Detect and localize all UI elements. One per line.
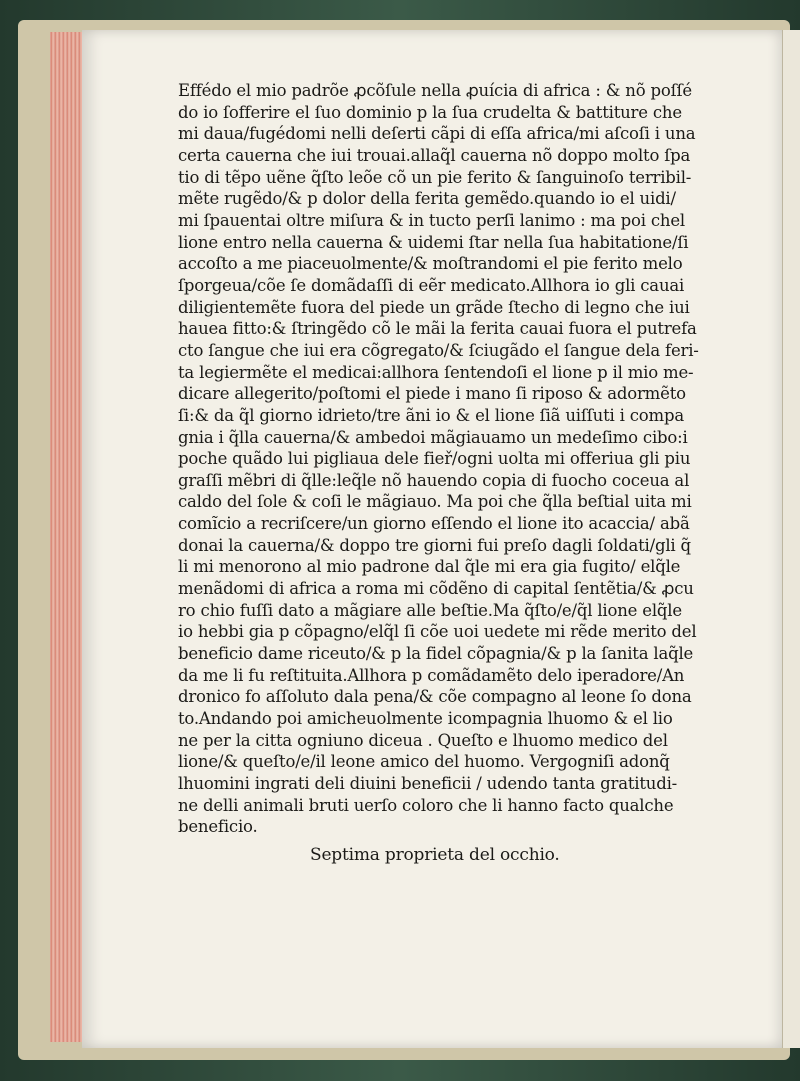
text-line: ne per la citta ogniuno diceua . Queſto e lhuomo medico del	[178, 730, 668, 750]
text-line: li mi menorono al mio padrone dal q̃le mi era gia fugito/ elq̃le	[178, 557, 681, 577]
text-line: ro chio fuſſi dato a mãgiare alle beſtie.Ma q̃ſto/e/q̃l lione elq̃le	[178, 600, 682, 620]
text-line: do io ſofferire el ſuo dominio p la ſua crudelta & battiture che	[178, 102, 682, 122]
text-line: accoſto a me piaceuolmente/& moſtrandomi el pie ferito melo	[178, 254, 683, 274]
text-line: io hebbi gia p cõpagno/elq̃l ſi cõe uoi uedete mi rẽde merito del	[178, 622, 697, 642]
text-line: comĩcio a recriſcere/un giorno eſſendo el lione ito acaccia/ abã	[178, 514, 690, 534]
text-line: ſporgeua/cõe ſe domãdaſſi di eẽr medicato.Allhora io gli cauai	[178, 275, 685, 295]
text-line: certa cauerna che iui trouai.allaq̃l cauerna nõ doppo molto ſpa	[178, 145, 691, 165]
section-heading: Septima proprieta del occhio.	[310, 845, 560, 865]
text-line: ſi:& da q̃l giorno idrieto/tre ãni io & el lione ſiã uiſſuti i compa	[178, 405, 684, 425]
body-text	[178, 80, 723, 838]
text-line: lione entro nella cauerna & uidemi ſtar nella ſua habitatione/ſi	[178, 232, 689, 252]
text-line: lhuomini ingrati deli diuini beneficii / udendo tanta gratitudi-	[178, 774, 678, 793]
text-line: Effédo el mio padrõe ꝓcõſule nella ꝓuícia di africa : & nõ poſſé	[178, 81, 692, 100]
text-line: dicare allegerito/poſtomi el piede i mano ſi riposo & adormẽto	[178, 384, 686, 404]
text-line: beneficio dame riceuto/& p la fidel cõpagnia/& p la ſanita laq̃le	[178, 644, 694, 664]
text-line: hauea fitto:& ſtringẽdo cõ le mãi la ferita cauai fuora el putrefa	[178, 319, 697, 339]
text-line: mẽte rugẽdo/& p dolor della ferita gemẽdo.quando io el uidi/	[178, 189, 676, 209]
text-line: ta legiermẽte el medicai:allhora ſentendoſi el lione p il mio me-	[178, 362, 694, 382]
adjacent-page-edge	[782, 30, 800, 1048]
text-line: gnia i q̃lla cauerna/& ambedoi mãgiauamo un medeſimo cibo:i	[178, 427, 688, 447]
text-line: donai la cauerna/& doppo tre giorni fui preſo dagli ſoldati/gli q̃	[178, 535, 691, 555]
text-line: tio di tẽpo uẽne q̃ſto leõe cõ un pie ferito & ſanguinoſo terribil-	[178, 167, 692, 187]
text-line: caldo del ſole & coſi le mãgiauo. Ma poi che q̃lla beſtial uita mi	[178, 492, 692, 512]
text-line: mi ſpauentai oltre miſura & in tucto perſi lanimo : ma poi chel	[178, 210, 685, 230]
text-line: beneficio.	[178, 817, 258, 837]
text-line: poche quãdo lui pigliaua dele fieř/ogni uolta mi offeriua gli piu	[178, 449, 691, 469]
text-line: da me li fu reſtituita.Allhora p comãdamẽto delo iperadore/An	[178, 665, 685, 685]
text-line: menãdomi di africa a roma mi cõdẽno di capital ſentẽtia/& ꝓcu	[178, 579, 694, 599]
text-line: cto ſangue che iui era cõgregato/& ſciugãdo el ſangue dela feri-	[178, 340, 699, 360]
text-line: lione/& queſto/e/il leone amico del huomo. Vergogniſi adonq̃	[178, 752, 670, 772]
text-line: ne delli animali bruti uerſo coloro che li hanno facto qualche	[178, 795, 674, 815]
text-line: dronico fo aſſoluto dala pena/& cõe compagno al leone ſo dona	[178, 687, 692, 707]
text-line: to.Andando poi amicheuolmente icompagnia lhuomo & el lio	[178, 709, 673, 729]
text-line: mi daua/fugédomi nelli deſerti cãpi di eſſa africa/mi aſcoſi i una	[178, 124, 696, 144]
text-line: graſſi mẽbri di q̃lle:leq̃le nõ hauendo copia di fuocho coceua al	[178, 470, 690, 490]
text-line: diligientemẽte fuora del piede un grãde ſtecho di legno che iui	[178, 297, 690, 317]
